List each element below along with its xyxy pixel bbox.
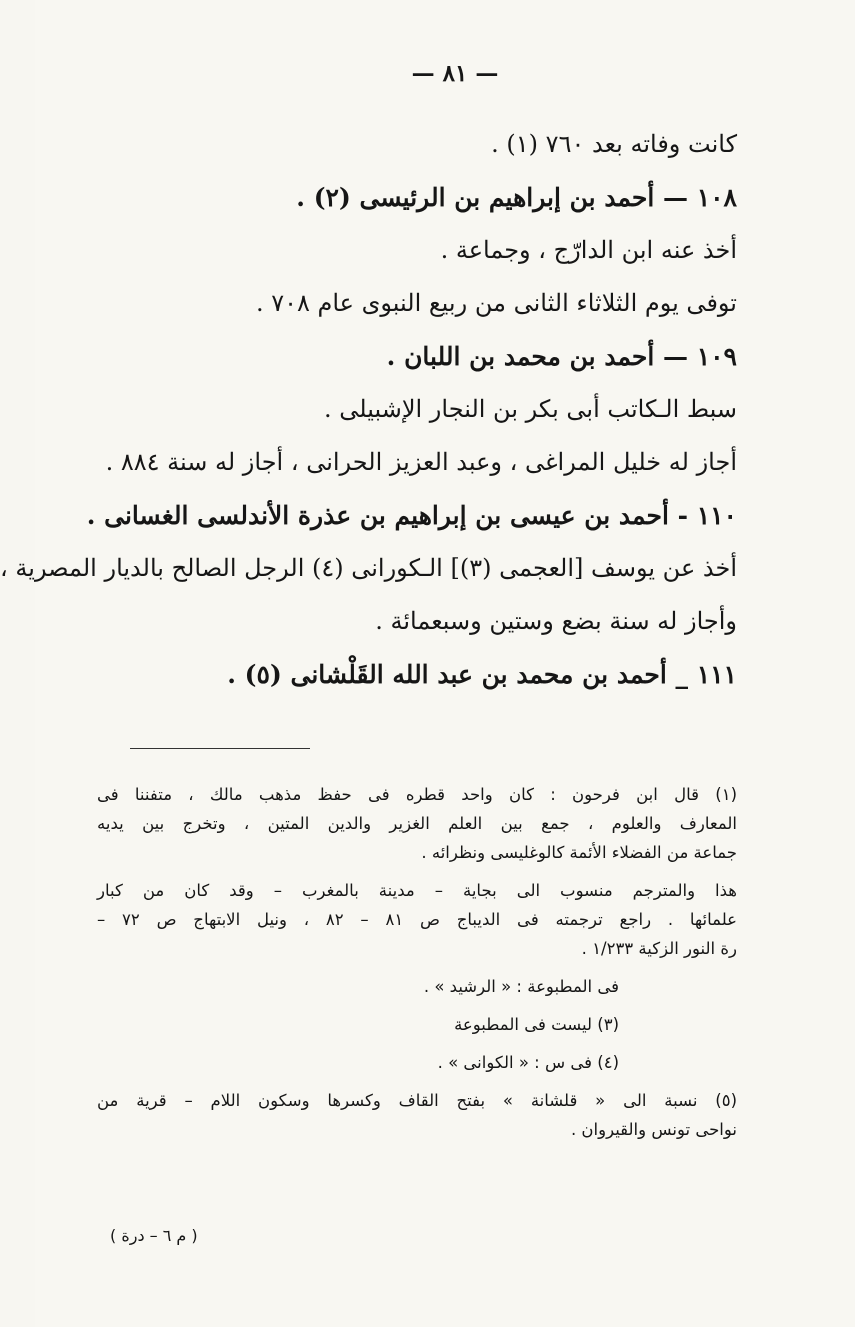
entry-heading-111: ١١١ _ أحمد بن محمد بن عبد الله القَلْشانى (٥) .: [227, 660, 737, 689]
footnote-separator: [130, 748, 310, 749]
text-line: أجاز له خليل المراغى ، وعبد العزيز الحرانى ، أجاز له سنة ٨٨٤ .: [105, 448, 737, 476]
footnote-line: جماعة من الفضلاء الأئمة كالوغليسى ونظرائه .: [421, 843, 737, 862]
footnote-line: فى المطبوعة : « الرشيد » .: [423, 977, 619, 996]
page-number: — ٨١ —: [411, 60, 499, 87]
text-line: توفى يوم الثلاثاء الثانى من ربيع النبوى عام ٧٠٨ .: [255, 289, 737, 317]
text-line: سبط الـكاتب أبى بكر بن النجار الإشبيلى .: [324, 395, 737, 423]
main-text: [0, 118, 737, 701]
signature-mark: ( م ٦ – درة ): [110, 1226, 198, 1245]
footnote-line: (٣) ليست فى المطبوعة: [454, 1015, 619, 1034]
text-line: أخذ عنه ابن الدارّج ، وجماعة .: [440, 236, 737, 264]
footnote-line: علمائها . راجع ترجمته فى الديباج ص ٨١ – ٨٢ ، ونيل الابتهاج ص ٧٢ –: [97, 910, 738, 929]
entry-heading-110: ١١٠ - أحمد بن عيسى بن إبراهيم بن عذرة الأندلسى الغسانى .: [86, 501, 737, 530]
footnote-line: المعارف والعلوم ، جمع بين العلم الغزير والدين المتين ، وتخرج بين يديه: [97, 814, 737, 833]
footnote-line: (٤) فى س : « الكوانى » .: [437, 1053, 619, 1072]
text-line: كانت وفاته بعد ٧٦٠ (١) .: [491, 130, 737, 158]
entry-heading-108: ١٠٨ — أحمد بن إبراهيم بن الرئيسى (٢) .: [296, 183, 737, 212]
text-line: وأجاز له سنة بضع وستين وسبعمائة .: [375, 607, 737, 635]
footnote-line: رة النور الزكية ١/٢٣٣ .: [581, 939, 737, 958]
entry-heading-109: ١٠٩ — أحمد بن محمد بن اللبان .: [386, 342, 737, 371]
text-line: أخذ عن يوسف [العجمى (٣)] الـكورانى (٤) الرجل الصالح بالديار المصرية ،: [0, 554, 737, 582]
footnote-line: هذا والمترجم منسوب الى بجاية – مدينة بالمغرب – وقد كان من كبار: [97, 881, 737, 900]
footnote-line: (١) قال ابن فرحون : كان واحد قطره فى حفظ مذهب مالك ، متفننا فى: [97, 785, 737, 804]
footnote-line: نواحى تونس والقيروان .: [570, 1120, 737, 1139]
footnote-line: (٥) نسبة الى « قلشانة » بفتح القاف وكسرها وسكون اللام – قرية من: [97, 1091, 737, 1110]
footnotes: [97, 780, 737, 1144]
